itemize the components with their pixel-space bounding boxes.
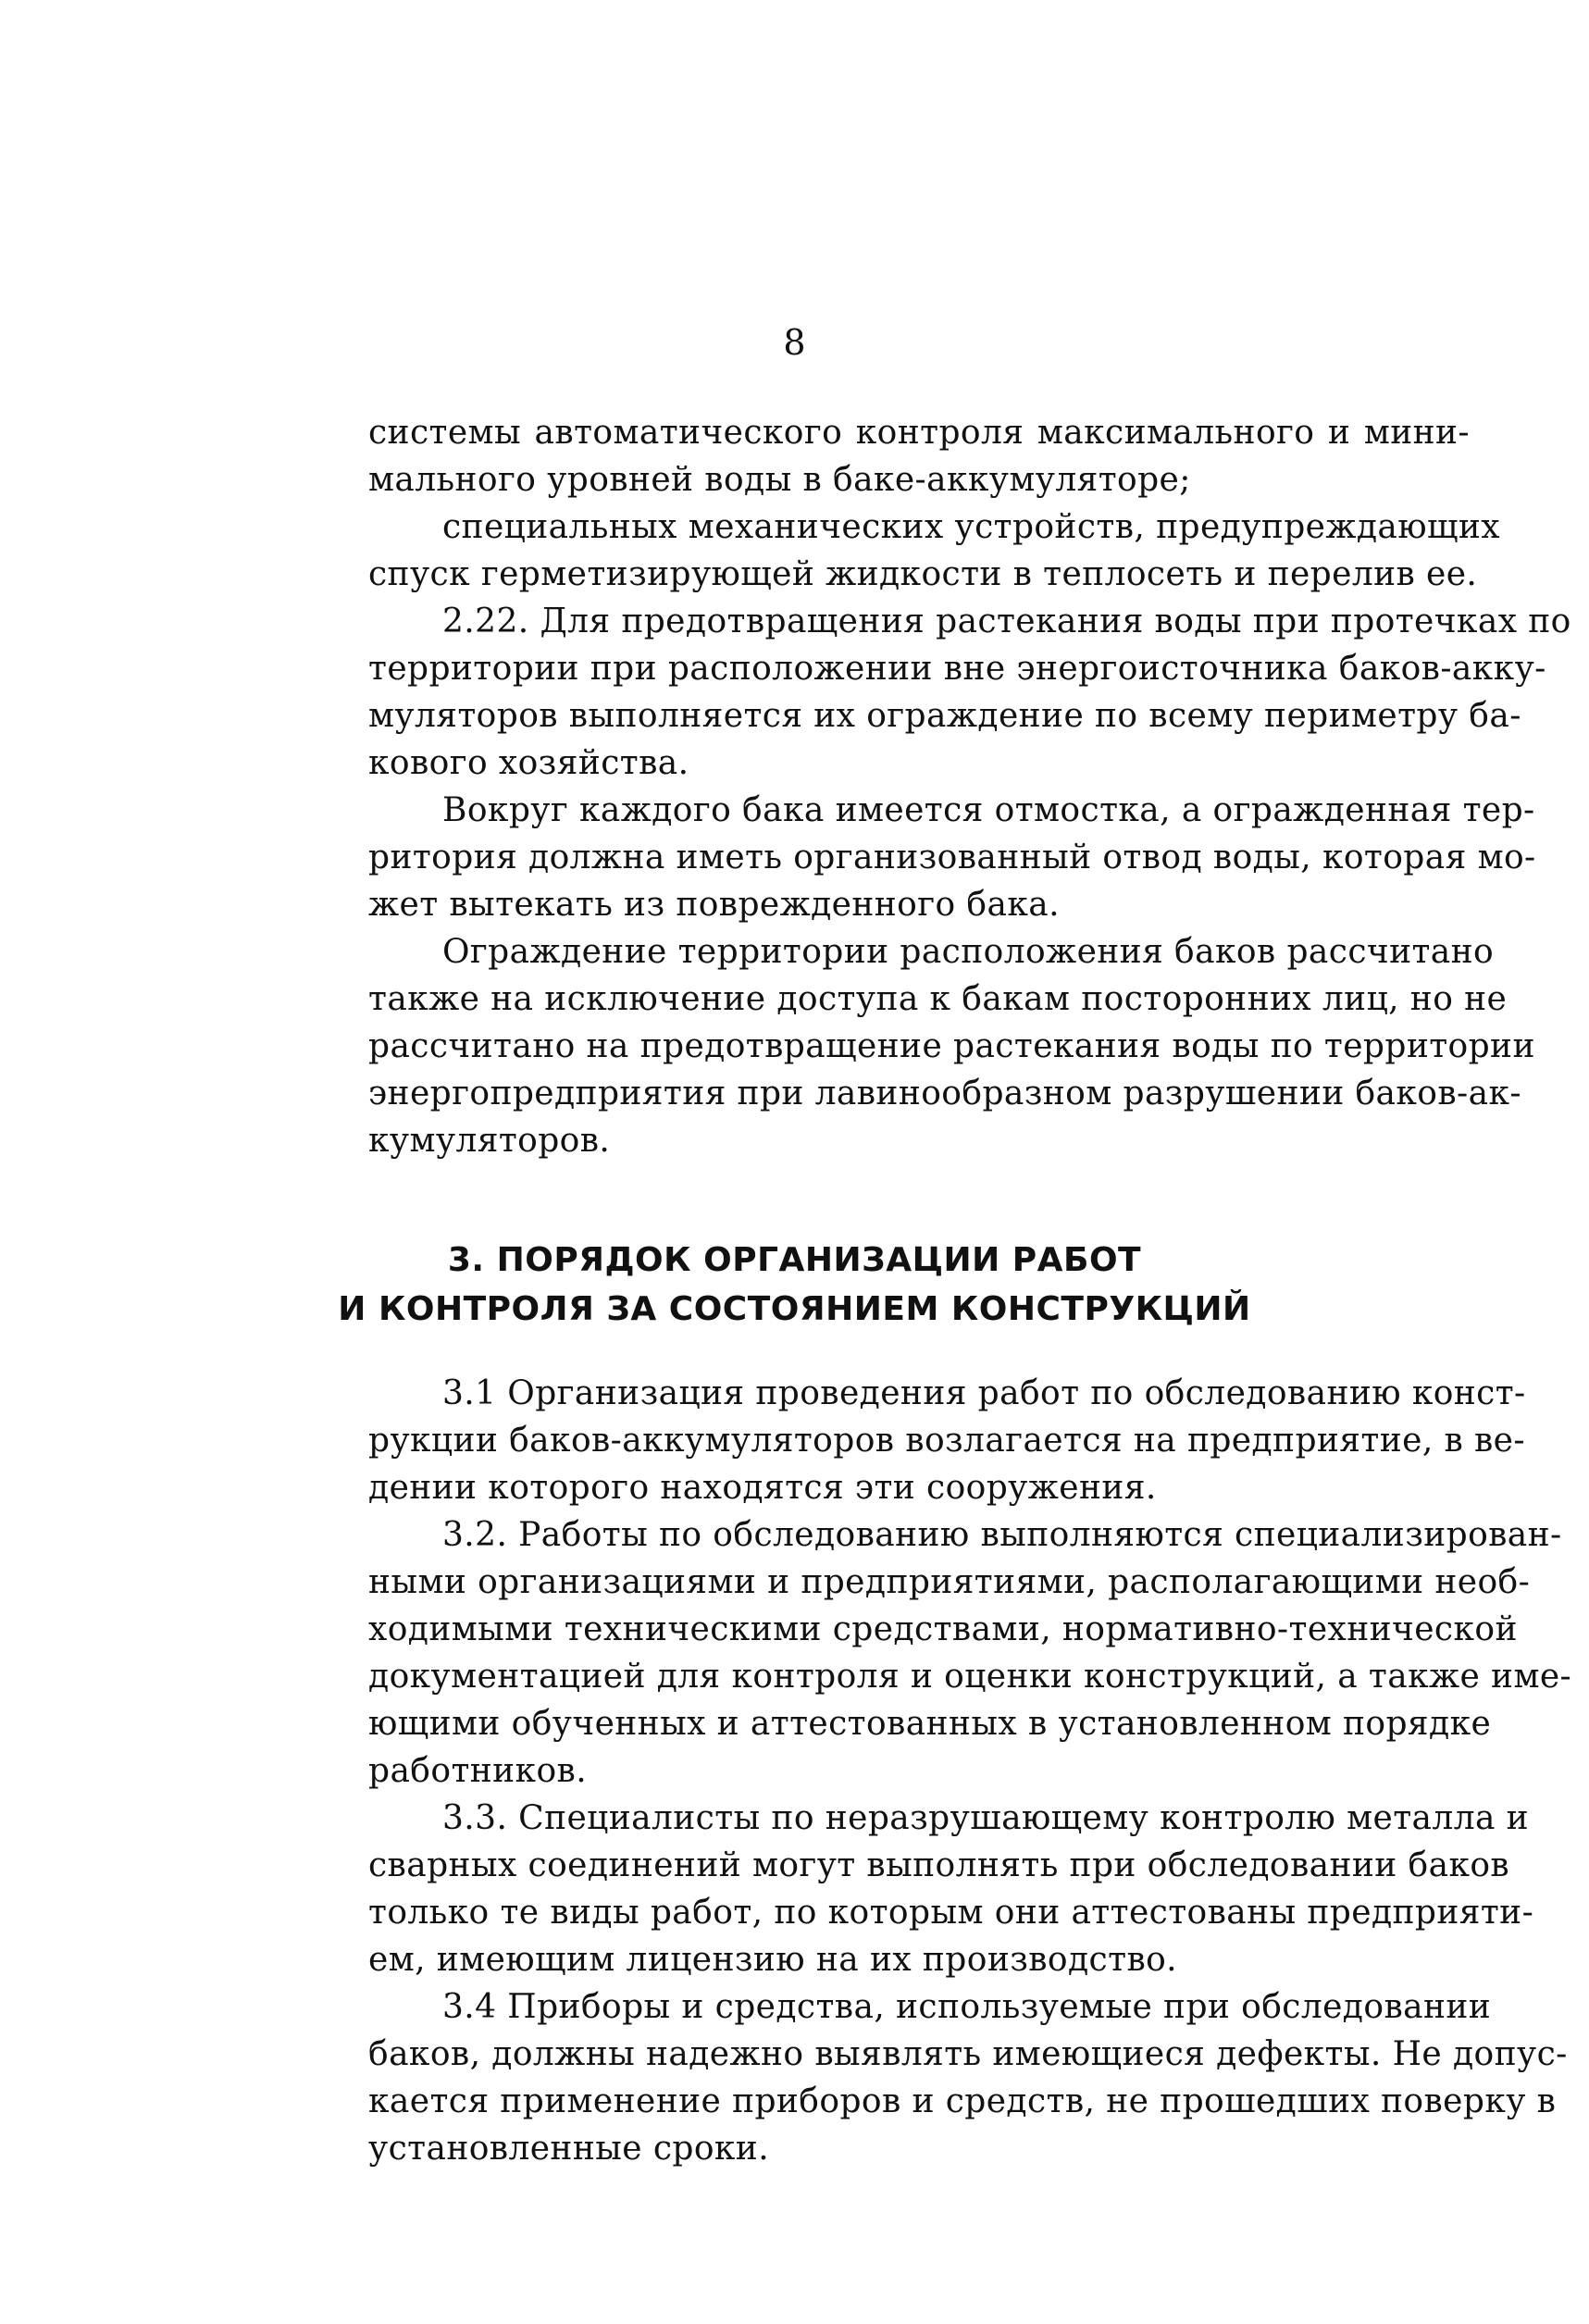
text-line: ными организациями и предприятиями, располагающими необ- [368, 1563, 1531, 1601]
text-line: 3.2. Работы по обследованию выполняются специализирован- [442, 1516, 1562, 1554]
paragraph-2-22 [294, 598, 1571, 787]
text-line: энергопредприятия при лавинообразном разрушении баков-ак- [368, 1075, 1521, 1112]
text-line: ритория должна иметь организованный отвод воды, которая мо- [368, 839, 1536, 876]
section-2-continuation [294, 409, 1571, 1164]
text-line: рукции баков-аккумуляторов возлагается на предприятие, в ве- [368, 1422, 1525, 1460]
section-3-heading [0, 1236, 1589, 1334]
text-line: 3.4 Приборы и средства, используемые при обследовании [442, 1988, 1492, 2026]
text-line: баков, должны надежно выявлять имеющиеся дефекты. Не допус- [368, 2035, 1568, 2073]
text-line: только те виды работ, по которым они аттестованы предприяти- [368, 1894, 1534, 1932]
paragraph-monitoring-systems [294, 409, 1470, 503]
text-line: 3.1 Организация проведения работ по обследованию конст- [442, 1374, 1526, 1412]
text-line: также на исключение доступа к бакам посторонних лиц, но не [368, 980, 1508, 1018]
text-line: Вокруг каждого бака имеется отмостка, а огражденная тер- [442, 791, 1535, 829]
text-line: дении которого находятся эти сооружения. [368, 1469, 1157, 1507]
text-line: рассчитано на предотвращение растекания воды по территории [368, 1027, 1535, 1065]
section-3-heading-line-2: И КОНТРОЛЯ ЗА СОСТОЯНИЕМ КОНСТРУКЦИЙ [338, 1290, 1251, 1328]
text-line: ходимыми техническими средствами, нормативно-технической [368, 1610, 1518, 1648]
text-line: ющими обученных и аттестованных в установленном порядке [368, 1705, 1492, 1743]
text-line: кумуляторов. [368, 1122, 611, 1160]
paragraph-mechanical-devices [294, 503, 1500, 598]
text-line: сварных соединений могут выполнять при обследовании баков [368, 1846, 1510, 1884]
text-line: работников. [368, 1752, 588, 1790]
text-line: документацией для контроля и оценки конструкций, а также име- [368, 1658, 1572, 1696]
text-line: 3.3. Специалисты по неразрушающему контролю металла и [442, 1799, 1530, 1837]
text-line: спуск герметизирующей жидкости в теплосеть и перелив ее. [368, 555, 1478, 593]
section-3-body [294, 1370, 1572, 2172]
text-line: установленные сроки. [368, 2130, 770, 2168]
text-line: кового хозяйства. [368, 744, 689, 782]
text-line: специальных механических устройств, предупреждающих [442, 508, 1500, 546]
text-line: 2.22. Для предотвращения растекания воды при протечках по [442, 603, 1571, 640]
text-line: системы автоматического контроля максимального и мини- [368, 414, 1470, 452]
page-number: 8 [783, 322, 806, 363]
text-line: кается применение приборов и средств, не прошедших поверку в [368, 2082, 1557, 2120]
paragraph-3-3 [294, 1795, 1534, 1983]
text-line: мального уровней воды в баке-аккумуляторе; [368, 461, 1191, 499]
paragraph-3-2 [294, 1511, 1572, 1795]
paragraph-drainage [294, 787, 1536, 928]
text-line: территории при расположении вне энергоисточника баков-акку- [368, 650, 1546, 688]
text-line: ем, имеющим лицензию на их производство. [368, 1941, 1178, 1979]
paragraph-fencing [294, 928, 1535, 1164]
text-line: жет вытекать из поврежденного бака. [368, 886, 1060, 924]
text-line: муляторов выполняется их ограждение по всему периметру ба- [368, 697, 1521, 735]
paragraph-3-4 [294, 1983, 1568, 2172]
text-line: Ограждение территории расположения баков рассчитано [442, 933, 1495, 971]
section-3-heading-line-1: 3. ПОРЯДОК ОРГАНИЗАЦИИ РАБОТ [447, 1241, 1142, 1279]
paragraph-3-1 [294, 1370, 1526, 1511]
